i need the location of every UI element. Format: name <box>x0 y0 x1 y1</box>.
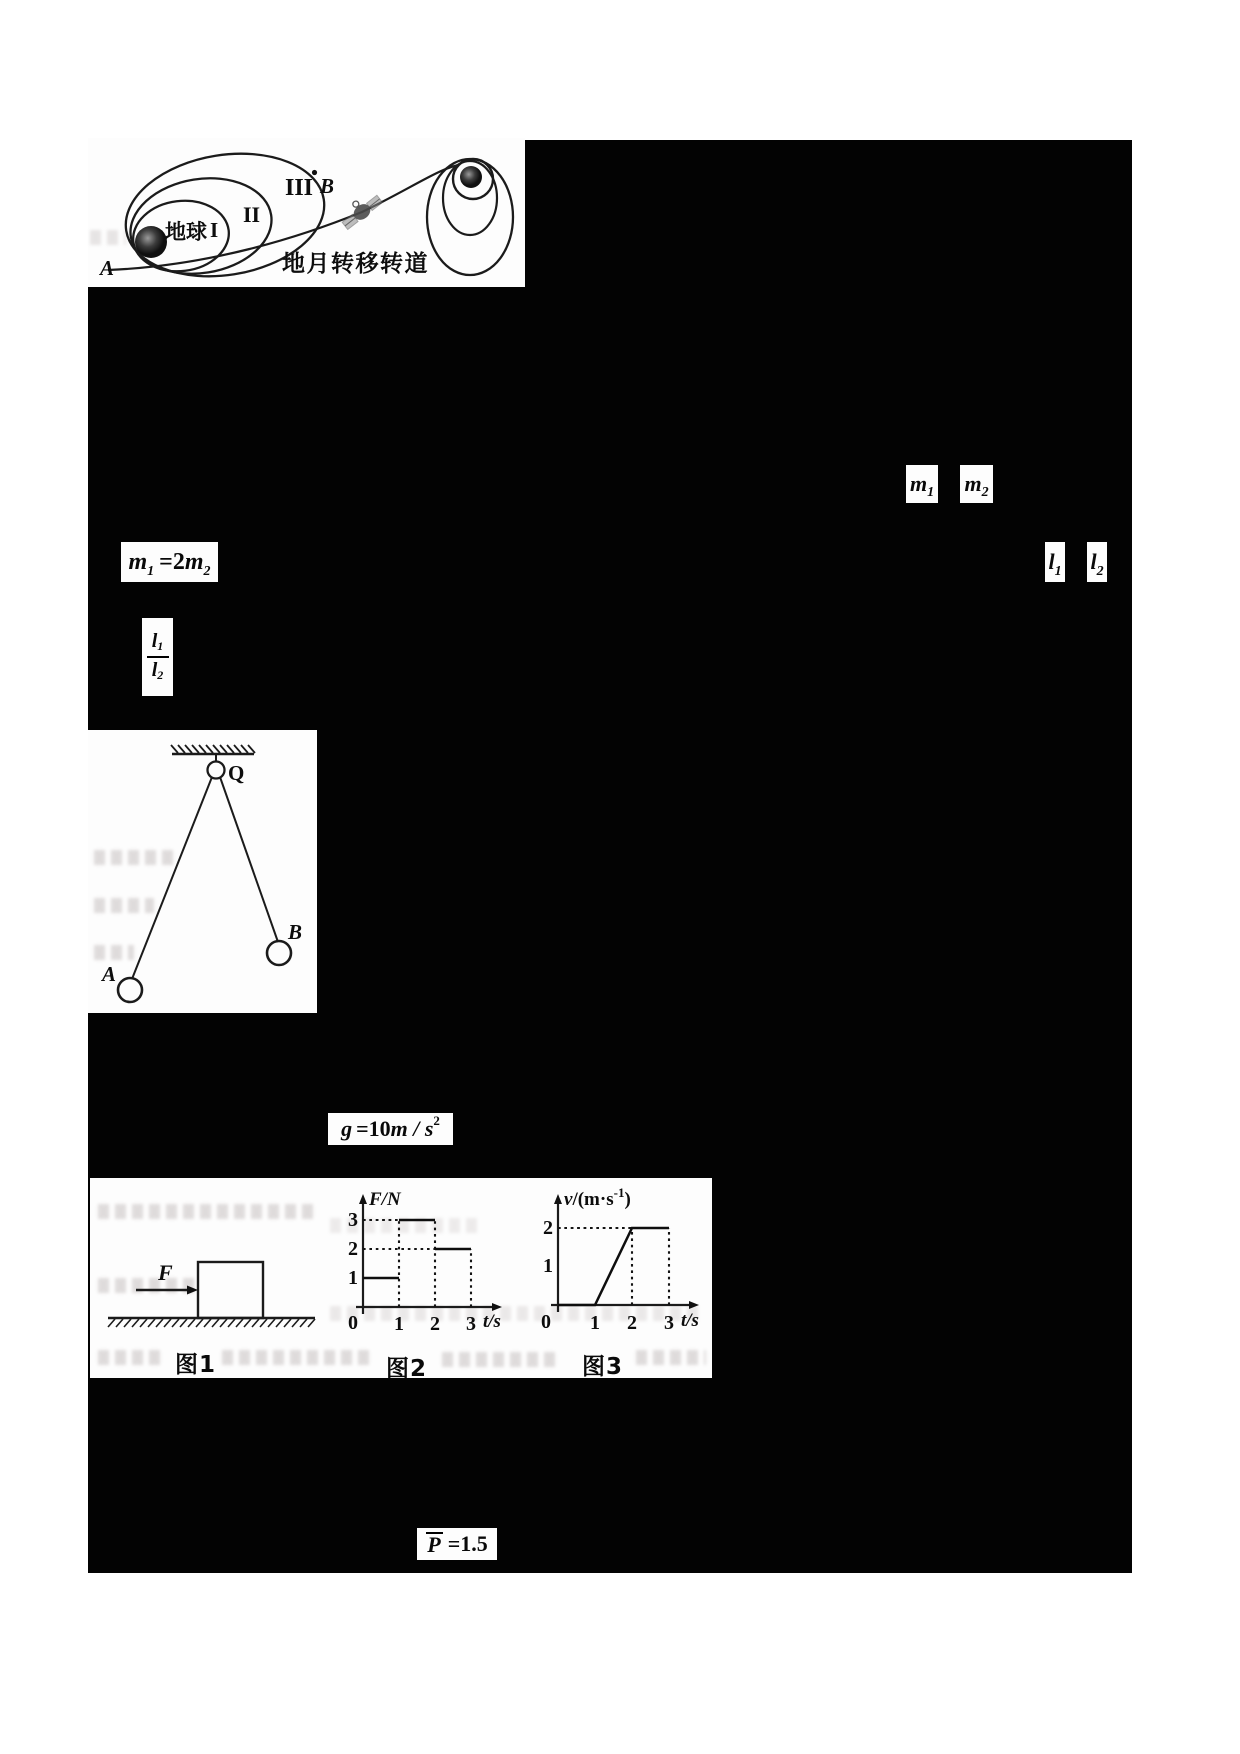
data-series-line <box>558 1228 669 1305</box>
formula-m1-eq-2m2 <box>121 542 218 582</box>
fig2-x-arrow <box>492 1303 502 1311</box>
ball-a-label: A <box>102 962 117 986</box>
fig2-xtick-1: 1 <box>394 1313 404 1335</box>
ghost-bleedthrough <box>636 1350 706 1365</box>
fig2-xtick-3: 3 <box>466 1313 476 1335</box>
fig3-xtick-3: 3 <box>664 1312 674 1334</box>
l2-base: l <box>1090 549 1097 574</box>
ghost-bleedthrough <box>222 1350 372 1365</box>
ghost-bleedthrough <box>98 1350 162 1365</box>
earth-label: 地球 <box>165 220 207 244</box>
formula-g <box>328 1113 453 1145</box>
eq-lhs-sub: 1 <box>147 564 155 579</box>
fig2-x-label: t/s <box>483 1311 501 1332</box>
fig2-ytick-3: 3 <box>348 1209 358 1231</box>
orbit-3-label: III <box>285 175 314 201</box>
fig3-xtick-2: 2 <box>627 1312 637 1334</box>
g-unit: m / s <box>390 1116 434 1141</box>
fig2-xtick-2: 2 <box>430 1313 440 1335</box>
p-bar-symbol: P <box>427 1532 441 1557</box>
force-time-graph <box>336 1183 521 1348</box>
orbit-2-label: II <box>243 202 261 227</box>
moon-transfer-drawing <box>88 138 525 287</box>
satellite-icon <box>337 188 384 231</box>
fig2-ytick-1: 1 <box>348 1267 358 1289</box>
m1-base: m <box>909 471 928 496</box>
formula-l1-over-l2 <box>142 618 173 696</box>
moon-icon <box>460 166 482 188</box>
formula-l2 <box>1087 542 1107 582</box>
formula-m2 <box>960 465 993 503</box>
eq-rhs: m <box>184 548 204 575</box>
moon-orbit-system <box>427 159 513 275</box>
fig3-y-arrow <box>554 1194 562 1204</box>
m2-base: m <box>964 471 982 496</box>
pendulum-drawing <box>88 730 317 1013</box>
frac-den-sub: 2 <box>157 668 164 682</box>
block-push-drawing <box>100 1240 330 1335</box>
transfer-orbit-label: 地月转移转道 <box>282 251 429 277</box>
fig3-ytick-1: 1 <box>543 1255 553 1277</box>
p-value: =1.5 <box>447 1531 488 1556</box>
m1-sub: 1 <box>927 485 935 500</box>
formula-p-avg <box>417 1528 497 1560</box>
formula-l1 <box>1045 542 1065 582</box>
frac-den: l <box>151 659 158 681</box>
point-a-label: A <box>100 256 115 280</box>
fig2-y-label: F/N <box>369 1189 401 1210</box>
l2-sub: 2 <box>1096 564 1104 579</box>
ghost-bleedthrough <box>442 1352 560 1367</box>
fig2-caption: 图2 <box>386 1356 428 1382</box>
fig3-caption: 图3 <box>582 1354 624 1380</box>
frac-num: l <box>151 630 158 652</box>
fig2-ytick-2: 2 <box>348 1238 358 1260</box>
fig3-origin: 0 <box>541 1311 551 1333</box>
g-symbol: g <box>341 1116 353 1141</box>
fig3-x-arrow <box>689 1301 699 1309</box>
ghost-bleedthrough <box>98 1204 318 1219</box>
force-label: F <box>158 1260 173 1285</box>
eq-lhs: m <box>128 548 148 575</box>
frac-num-sub: 1 <box>157 639 164 653</box>
point-b-label: B <box>320 174 335 198</box>
g-unit-sup: 2 <box>433 1113 440 1128</box>
ring-q <box>208 762 225 779</box>
fig2-y-arrow <box>359 1194 367 1204</box>
l1-sub: 1 <box>1054 564 1062 579</box>
moon-transfer-figure <box>88 138 525 287</box>
eq-sign: =2 <box>159 548 185 575</box>
block <box>198 1262 263 1318</box>
orbit-1-label: I <box>210 218 219 242</box>
ground-hatching <box>108 1319 315 1327</box>
fig3-x-label: t/s <box>681 1310 699 1331</box>
l1-base: l <box>1048 549 1055 574</box>
fraction-bar <box>147 656 169 658</box>
fig3-ytick-2: 2 <box>543 1217 553 1239</box>
eq-rhs-sub: 2 <box>203 564 211 579</box>
fig3-y-label: $v/(m\cdot s^{-1})$ <box>564 1185 631 1210</box>
ball-b <box>267 941 291 965</box>
point-q-label: Q <box>228 761 245 785</box>
force-arrow-head <box>187 1286 198 1295</box>
string-a <box>132 777 212 979</box>
ball-b-label: B <box>288 920 303 944</box>
pendulum-figure <box>88 730 317 1013</box>
fig2-origin: 0 <box>348 1312 358 1334</box>
fig3-xtick-1: 1 <box>590 1312 600 1334</box>
string-b <box>220 777 278 942</box>
g-eq-sign: =10 <box>356 1116 391 1141</box>
velocity-time-graph <box>531 1183 712 1348</box>
earth-icon <box>135 226 167 258</box>
formula-m1 <box>906 465 938 503</box>
ball-a <box>118 978 142 1002</box>
ceiling <box>171 745 255 754</box>
fig1-caption: 图1 <box>175 1352 217 1378</box>
figures-123-panel <box>90 1178 712 1382</box>
m2-sub: 2 <box>981 485 989 500</box>
